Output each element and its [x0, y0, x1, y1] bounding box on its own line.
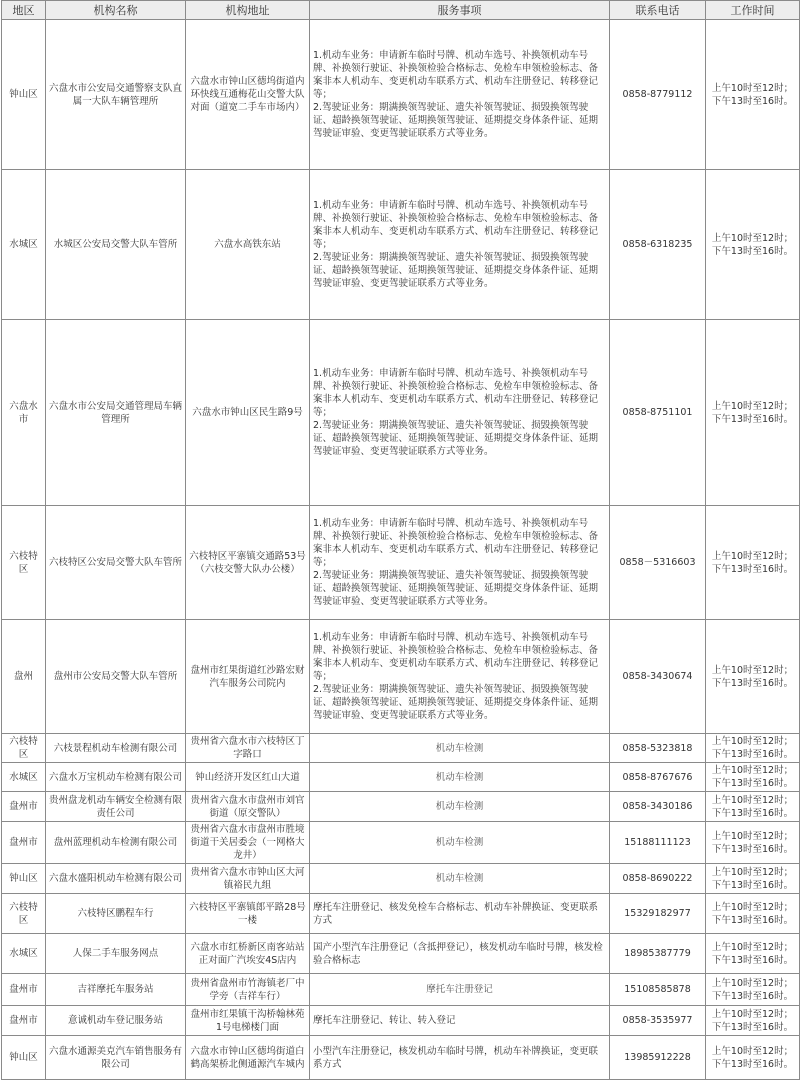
cell-address: 六盘水市红桥新区南客站站正对面广汽埃安4S店内	[186, 934, 310, 974]
service-line: 2.驾驶证业务：期满换领驾驶证、遗失补领驾驶证、损毁换领驾驶证、超龄换领驾驶证、延期换领驾驶证、延期提交身体条件证、延期驾驶证审验、变更驾驶证联系方式等业务。	[313, 420, 599, 457]
cell-region: 盘州市	[2, 1006, 46, 1036]
cell-hours: 上午10时至12时；下午13时至16时。	[706, 822, 800, 864]
cell-name: 六盘水市公安局交通警察支队直属一大队车辆管理所	[46, 20, 186, 170]
cell-service	[310, 320, 610, 506]
cell-hours: 上午10时至12时；下午13时至16时。	[706, 734, 800, 763]
table-row	[2, 864, 800, 894]
cell-phone: 0858-3430186	[610, 792, 706, 822]
cell-hours: 上午10时至12时；下午13时至16时。	[706, 620, 800, 734]
cell-phone: 15108585878	[610, 974, 706, 1006]
cell-address: 六盘水市钟山区民生路9号	[186, 320, 310, 506]
table-row	[2, 170, 800, 320]
cell-region: 盘州	[2, 620, 46, 734]
cell-service	[310, 506, 610, 620]
cell-service: 机动车检测	[310, 763, 610, 792]
cell-phone: 0858-8751101	[610, 320, 706, 506]
header-service: 服务事项	[310, 1, 610, 20]
cell-region: 六枝特区	[2, 894, 46, 934]
cell-hours: 上午10时至12时；下午13时至16时。	[706, 1036, 800, 1080]
cell-hours: 上午10时至12时；下午13时至16时。	[706, 934, 800, 974]
cell-region: 钟山区	[2, 864, 46, 894]
table-row	[2, 974, 800, 1006]
service-line: 1.机动车业务：申请新车临时号牌、机动车选号、补换领机动车号牌、补换领行驶证、补换领检验合格标志、免检车申领检验标志、备案非本人机动车、变更机动车联系方式、机动车注册登记、转移登记等；	[313, 50, 599, 100]
cell-region: 盘州市	[2, 792, 46, 822]
cell-service	[310, 20, 610, 170]
cell-name: 六枝特区鹏程车行	[46, 894, 186, 934]
cell-region: 六枝特区	[2, 734, 46, 763]
cell-address: 钟山经济开发区红山大道	[186, 763, 310, 792]
cell-phone: 18985387779	[610, 934, 706, 974]
cell-name: 意诚机动车登记服务站	[46, 1006, 186, 1036]
table-row	[2, 320, 800, 506]
cell-address: 六盘水高铁东站	[186, 170, 310, 320]
table-row	[2, 734, 800, 763]
cell-hours: 上午10时至12时；下午13时至16时。	[706, 506, 800, 620]
cell-address: 贵州省六盘水市盘州市胜境街道干关居委会（一网格大龙井）	[186, 822, 310, 864]
table-row	[2, 792, 800, 822]
cell-name: 六枝景程机动车检测有限公司	[46, 734, 186, 763]
cell-name: 吉祥摩托车服务站	[46, 974, 186, 1006]
cell-phone: 0858－5316603	[610, 506, 706, 620]
cell-hours: 上午10时至12时；下午13时至16时。	[706, 1006, 800, 1036]
cell-phone: 13985912228	[610, 1036, 706, 1080]
cell-region: 水城区	[2, 763, 46, 792]
cell-address: 六枝特区平寨镇交通路53号（六枝交警大队办公楼）	[186, 506, 310, 620]
cell-hours: 上午10时至12时；下午13时至16时。	[706, 974, 800, 1006]
cell-hours: 上午10时至12时；下午13时至16时。	[706, 170, 800, 320]
cell-service: 机动车检测	[310, 864, 610, 894]
cell-address: 贵州省六盘水市钟山区大河镇裕民九组	[186, 864, 310, 894]
cell-service: 摩托车注册登记、核发免检车合格标志、机动车补牌换证、变更联系方式	[310, 894, 610, 934]
table-row	[2, 763, 800, 792]
cell-name: 人保二手车服务网点	[46, 934, 186, 974]
cell-hours: 上午10时至12时；下午13时至16时。	[706, 864, 800, 894]
service-table	[1, 0, 800, 1080]
cell-hours: 上午10时至12时；下午13时至16时。	[706, 792, 800, 822]
table-row	[2, 934, 800, 974]
service-line: 2.驾驶证业务：期满换领驾驶证、遗失补领驾驶证、损毁换领驾驶证、超龄换领驾驶证、延期换领驾驶证、延期提交身体条件证、延期驾驶证审验、变更驾驶证联系方式等业务。	[313, 684, 599, 721]
service-line: 2.驾驶证业务：期满换领驾驶证、遗失补领驾驶证、损毁换领驾驶证、超龄换领驾驶证、延期换领驾驶证、延期提交身体条件证、延期驾驶证审验、变更驾驶证联系方式等业务。	[313, 252, 599, 289]
cell-hours: 上午10时至12时；下午13时至16时。	[706, 894, 800, 934]
cell-region: 盘州市	[2, 974, 46, 1006]
cell-service: 机动车检测	[310, 822, 610, 864]
cell-region: 水城区	[2, 934, 46, 974]
cell-service: 小型汽车注册登记，核发机动车临时号牌，机动车补牌换证，变更联系方式	[310, 1036, 610, 1080]
cell-name: 六枝特区公安局交警大队车管所	[46, 506, 186, 620]
table-row	[2, 620, 800, 734]
table-row	[2, 894, 800, 934]
cell-address: 盘州市红果镇干沟桥翰林苑1号电梯楼门面	[186, 1006, 310, 1036]
header-row	[2, 1, 800, 20]
cell-name: 水城区公安局交警大队车管所	[46, 170, 186, 320]
cell-service: 机动车检测	[310, 792, 610, 822]
table-row	[2, 822, 800, 864]
cell-address: 贵州省六盘水市盘州市刘官街道（原交警队）	[186, 792, 310, 822]
service-line: 2.驾驶证业务：期满换领驾驶证、遗失补领驾驶证、损毁换领驾驶证、超龄换领驾驶证、延期换领驾驶证、延期提交身体条件证、延期驾驶证审验、变更驾驶证联系方式等业务。	[313, 102, 599, 139]
cell-name: 六盘水万宝机动车检测有限公司	[46, 763, 186, 792]
cell-phone: 0858-5323818	[610, 734, 706, 763]
cell-address: 六盘水市钟山区德坞街道白鹤高架桥北侧通源汽车城内	[186, 1036, 310, 1080]
service-line: 1.机动车业务：申请新车临时号牌、机动车选号、补换领机动车号牌、补换领行驶证、补换领检验合格标志、免检车申领检验标志、备案非本人机动车、变更机动车联系方式、机动车注册登记、转移登记等；	[313, 200, 599, 250]
cell-region: 六盘水市	[2, 320, 46, 506]
table-row	[2, 20, 800, 170]
cell-address: 贵州省六盘水市六枝特区丁字路口	[186, 734, 310, 763]
cell-hours: 上午10时至12时；下午13时至16时。	[706, 763, 800, 792]
cell-region: 六枝特区	[2, 506, 46, 620]
cell-service	[310, 170, 610, 320]
cell-phone: 0858-8690222	[610, 864, 706, 894]
cell-region: 盘州市	[2, 822, 46, 864]
table-row	[2, 1006, 800, 1036]
cell-hours: 上午10时至12时；下午13时至16时。	[706, 20, 800, 170]
cell-service: 摩托车注册登记	[310, 974, 610, 1006]
cell-name: 盘州市公安局交警大队车管所	[46, 620, 186, 734]
cell-hours: 上午10时至12时；下午13时至16时。	[706, 320, 800, 506]
service-line: 2.驾驶证业务：期满换领驾驶证、遗失补领驾驶证、损毁换领驾驶证、超龄换领驾驶证、延期换领驾驶证、延期提交身体条件证、延期驾驶证审验、变更驾驶证联系方式等业务。	[313, 570, 599, 607]
service-line: 1.机动车业务：申请新车临时号牌、机动车选号、补换领机动车号牌、补换领行驶证、补换领检验合格标志、免检车申领检验标志、备案非本人机动车、变更机动车联系方式、机动车注册登记、转移登记等；	[313, 632, 599, 682]
cell-address: 六盘水市钟山区德坞街道内环快线互通梅花山交警大队对面（道宽二手车市场内）	[186, 20, 310, 170]
cell-name: 盘州蓝理机动车检测有限公司	[46, 822, 186, 864]
cell-phone: 0858-6318235	[610, 170, 706, 320]
cell-address: 六枝特区平寨镇郎平路28号一楼	[186, 894, 310, 934]
header-name: 机构名称	[46, 1, 186, 20]
cell-region: 水城区	[2, 170, 46, 320]
table-row	[2, 1036, 800, 1080]
cell-phone: 0858-3535977	[610, 1006, 706, 1036]
header-address: 机构地址	[186, 1, 310, 20]
cell-region: 钟山区	[2, 1036, 46, 1080]
cell-phone: 15329182977	[610, 894, 706, 934]
cell-name: 六盘水市公安局交通管理局车辆管理所	[46, 320, 186, 506]
cell-address: 贵州省盘州市竹海镇老厂中学旁（吉祥车行）	[186, 974, 310, 1006]
cell-phone: 15188111123	[610, 822, 706, 864]
cell-service: 摩托车注册登记、转让、转入登记	[310, 1006, 610, 1036]
cell-name: 六盘水盛阳机动车检测有限公司	[46, 864, 186, 894]
cell-service	[310, 620, 610, 734]
header-region: 地区	[2, 1, 46, 20]
service-line: 1.机动车业务：申请新车临时号牌、机动车选号、补换领机动车号牌、补换领行驶证、补换领检验合格标志、免检车申领检验标志、备案非本人机动车、变更机动车联系方式、机动车注册登记、转移登记等；	[313, 368, 599, 418]
header-phone: 联系电话	[610, 1, 706, 20]
cell-region: 钟山区	[2, 20, 46, 170]
cell-service: 国产小型汽车注册登记（含抵押登记），核发机动车临时号牌，核发检验合格标志	[310, 934, 610, 974]
cell-phone: 0858-8767676	[610, 763, 706, 792]
cell-name: 六盘水通源美克汽车销售服务有限公司	[46, 1036, 186, 1080]
cell-service: 机动车检测	[310, 734, 610, 763]
table-row	[2, 506, 800, 620]
cell-phone: 0858-8779112	[610, 20, 706, 170]
service-line: 1.机动车业务：申请新车临时号牌、机动车选号、补换领机动车号牌、补换领行驶证、补换领检验合格标志、免检车申领检验标志、备案非本人机动车、变更机动车联系方式、机动车注册登记、转移登记等；	[313, 518, 599, 568]
cell-name: 贵州盘龙机动车辆安全检测有限责任公司	[46, 792, 186, 822]
cell-address: 盘州市红果街道红沙路宏财汽车服务公司院内	[186, 620, 310, 734]
cell-phone: 0858-3430674	[610, 620, 706, 734]
header-hours: 工作时间	[706, 1, 800, 20]
